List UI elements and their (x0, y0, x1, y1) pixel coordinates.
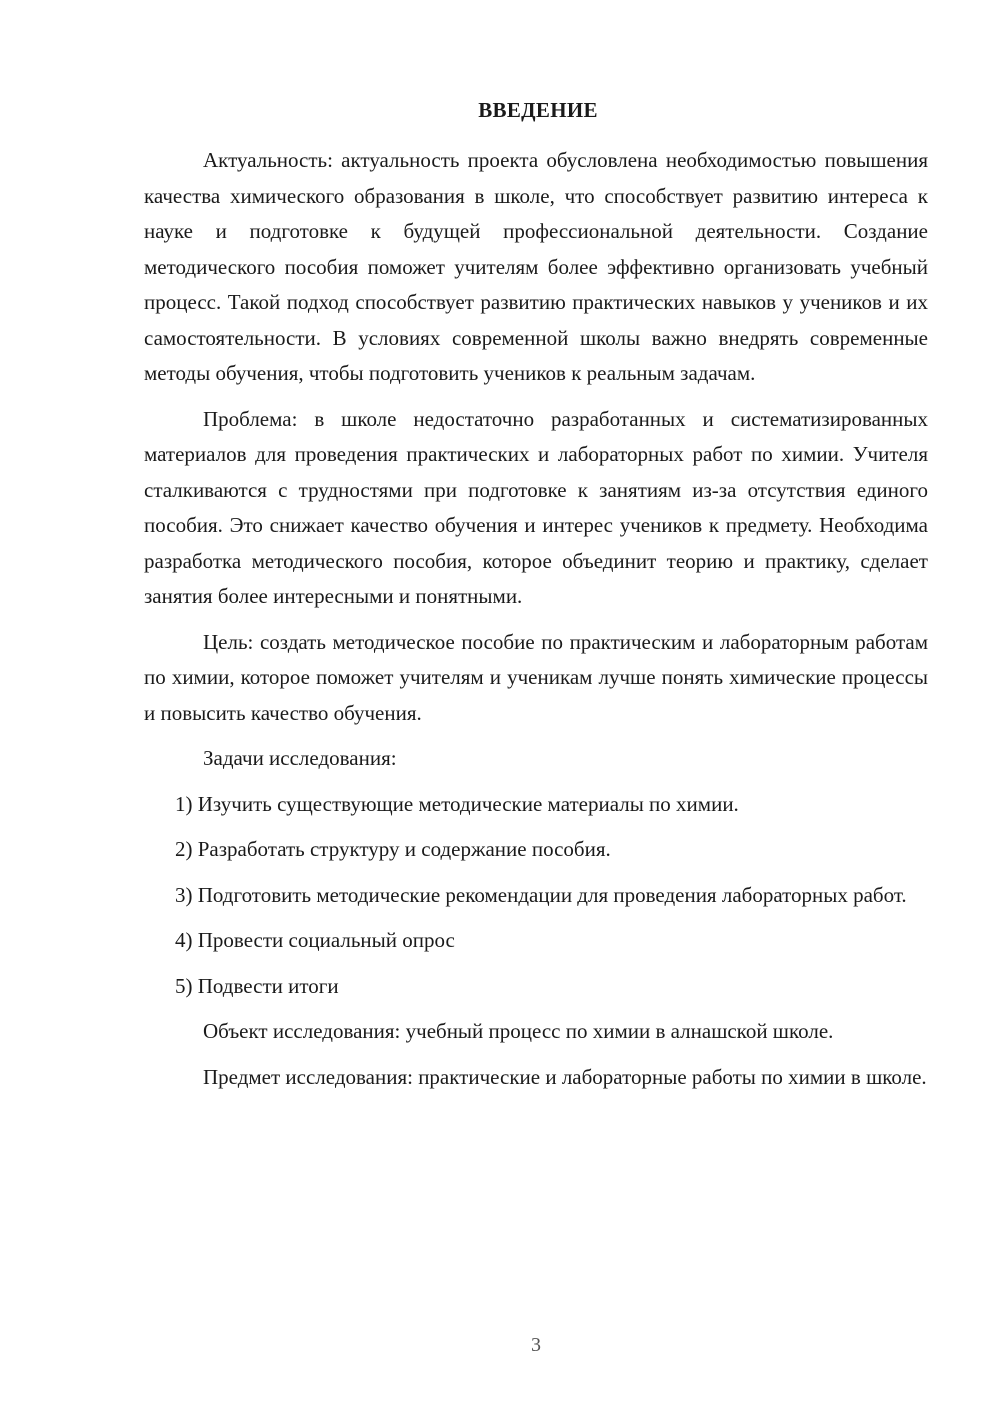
subject-paragraph: Предмет исследования: практические и лабораторные работы по химии в школе. (203, 1064, 927, 1089)
task-item-2: 2) Разработать структуру и содержание пособия. (175, 837, 611, 861)
document-page (144, 95, 928, 1105)
page-number: 3 (531, 1334, 541, 1356)
problem-paragraph: Проблема: в школе недостаточно разработанных и систематизированных материалов для проведения практических и лабораторных работ по химии. Учителя сталкиваются с трудностями при подготовке к занятиям из-за отсутствия единого пособия. Это снижает качество обучения и интерес учеников к предмету. Необходима разработка методического пособия, которое объединит теорию и практику, сделает занятия более интересными и понятными. (144, 406, 928, 608)
page-title: ВВЕДЕНИЕ (478, 98, 598, 122)
task-item-5: 5) Подвести итоги (175, 973, 339, 998)
task-item-3: 3) Подготовить методические рекомендации для проведения лабораторных работ. (175, 882, 907, 907)
goal-paragraph: Цель: создать методическое пособие по практическим и лабораторным работам по химии, которое поможет учителям и ученикам лучше понять химические процессы и повысить качество обучения. (144, 629, 928, 725)
object-paragraph: Объект исследования: учебный процесс по химии в алнашской школе. (203, 1019, 834, 1043)
task-item-4: 4) Провести социальный опрос (175, 928, 455, 952)
tasks-heading: Задачи исследования: (203, 746, 397, 770)
task-item-1: 1) Изучить существующие методические материалы по химии. (175, 791, 739, 816)
relevance-paragraph: Актуальность: актуальность проекта обусловлена необходимостью повышения качества химического образования в школе, что способствует развитию интереса к науке и подготовке к будущей профессиональной деятельности. Создание методического пособия поможет учителям более эффективно организовать учебный процесс. Такой подход способствует развитию практических навыков у учеников и их самостоятельности. В условиях современной школы важно внедрять современные методы обучения, чтобы подготовить учеников к реальным задачам. (144, 148, 928, 385)
